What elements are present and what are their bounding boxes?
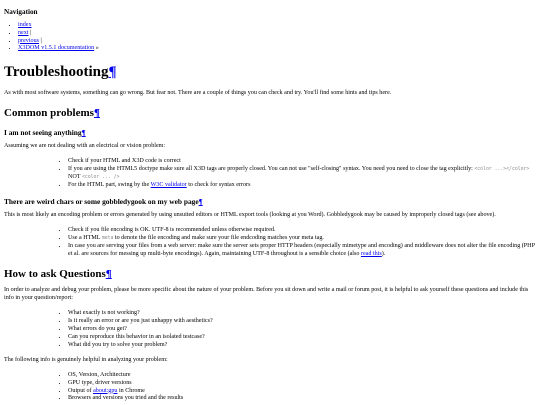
code-color-tag: <color ...></color> (474, 166, 530, 172)
previous-link[interactable]: previous (18, 37, 39, 44)
code-meta: meta (101, 236, 114, 242)
permalink-pilcrow[interactable]: ¶ (108, 63, 117, 80)
common-problems-heading (4, 106, 536, 120)
list-item-text: in Chrome (118, 387, 145, 394)
nav-item-previous (18, 38, 536, 46)
index-link[interactable]: index (18, 22, 32, 29)
list-item-text: Use a HTML (68, 235, 101, 242)
about-gpu-link[interactable]: about:gpu (93, 387, 118, 394)
next-link[interactable]: next (18, 29, 29, 36)
weird-chars-heading (4, 197, 536, 207)
code-self-closing: <color ... /> (81, 174, 120, 180)
list-item: • What did you try to solve your problem? (68, 342, 536, 350)
read-this-link[interactable]: read this (360, 251, 382, 258)
helpful-info-list (4, 372, 536, 404)
nav-item-index (18, 22, 536, 30)
common-problems-heading-text: Common problems (4, 107, 94, 120)
questions-list (4, 310, 536, 350)
intro-paragraph: As with most software systems, something can go wrong. But fear not. There are a couple of things you can check and try. You'll find some hints and tips here. (4, 90, 392, 97)
not-seeing-heading-text: I am not seeing anything (4, 127, 82, 137)
permalink-pilcrow[interactable]: ¶ (105, 267, 112, 280)
list-item: • Check if your HTML and X3D code is correct (68, 158, 536, 166)
permalink-pilcrow[interactable]: ¶ (81, 127, 86, 137)
list-item-text: to check for syntax errors (188, 181, 251, 188)
list-item: • OS, Version, Architecture (68, 372, 536, 380)
list-item (68, 235, 536, 243)
w3c-validator-link[interactable]: W3C validator (150, 181, 187, 188)
ask-questions-lead: In order to analyze and debug your problem, please be more specific about the nature of your problem. Before you sit down and write a mail or forum post, it is helpful to ask yourself these questions and include this info in your question/report: (4, 287, 529, 302)
page-title-text: Troubleshooting (4, 63, 109, 80)
nav-item-next (18, 30, 536, 38)
list-item: • Can you reproduce this behavior in an isolated testcase? (68, 334, 536, 342)
list-item-text: Output of (68, 387, 92, 394)
list-item (68, 243, 536, 259)
list-item: • Check if you file encoding is OK. UTF-8 is recommended unless otherwise required. (68, 227, 536, 235)
permalink-pilcrow[interactable]: ¶ (93, 107, 100, 120)
list-item: • Browsers and versions you tried and the results (68, 395, 536, 403)
list-item-text: For the HTML part, swing by the (68, 181, 150, 188)
nav-separator: | (30, 29, 32, 36)
ask-questions-heading-text: How to ask Questions (4, 267, 106, 280)
weird-chars-lead: This is most likely an encoding problem or errors generated by using unsuited editors or HTML export tools (looking at you Word). Gobbledygook may be caused by improperly closed tags (see above). (4, 212, 496, 219)
list-item-text: ). (381, 251, 386, 258)
documentation-link[interactable]: X3DOM v1.5.1 documentation (18, 45, 95, 52)
list-item (68, 182, 536, 190)
list-item-text: to denote the file encoding and make sure your file endcoding matches your meta tag. (114, 235, 324, 242)
list-item (68, 388, 536, 396)
navigation-list (4, 22, 536, 52)
not-seeing-list (4, 158, 536, 190)
page-title (4, 63, 536, 83)
ask-questions-heading (4, 267, 536, 281)
list-item: • What exactly is not working? (68, 310, 536, 318)
nav-item-docs (18, 45, 536, 53)
list-item: • Is it really an error or are you just unhappy with aesthetics? (68, 318, 536, 326)
nav-separator: | (40, 37, 42, 44)
navigation-heading: Navigation (4, 8, 38, 16)
list-item: • GPU type, driver versions (68, 380, 536, 388)
list-item-text: If you are using the HTML5 doctype make sure all X3D tags are properly closed. You can not use "self-closing" syntax. You need you need to close the tag explicitly: (68, 165, 473, 172)
list-item-text: In case you are serving your files from a web server: make sure the server sets proper HTTP headers (especially mimetype and encoding) and middleware does not alter the file encoding (PHP et al. are sources for messing up multi-byte encodings). Again, maintaining UTF-8 throughout is a sensible choice (also (68, 243, 535, 258)
helpful-info-lead: The following info is genuinely helpful in analyzing your problem: (4, 356, 168, 363)
not-seeing-lead: Assuming we are not dealing with an electrical or vision problem: (4, 143, 166, 150)
list-item-text: NOT (68, 173, 81, 180)
list-item: • What errors do you get? (68, 326, 536, 334)
not-seeing-heading (4, 128, 536, 138)
list-item (68, 166, 536, 182)
permalink-pilcrow[interactable]: ¶ (198, 196, 203, 206)
weird-chars-list (4, 227, 536, 259)
weird-chars-heading-text: There are weird chars or some gobbledygook on my web page (4, 196, 199, 206)
nav-separator: » (95, 45, 99, 52)
